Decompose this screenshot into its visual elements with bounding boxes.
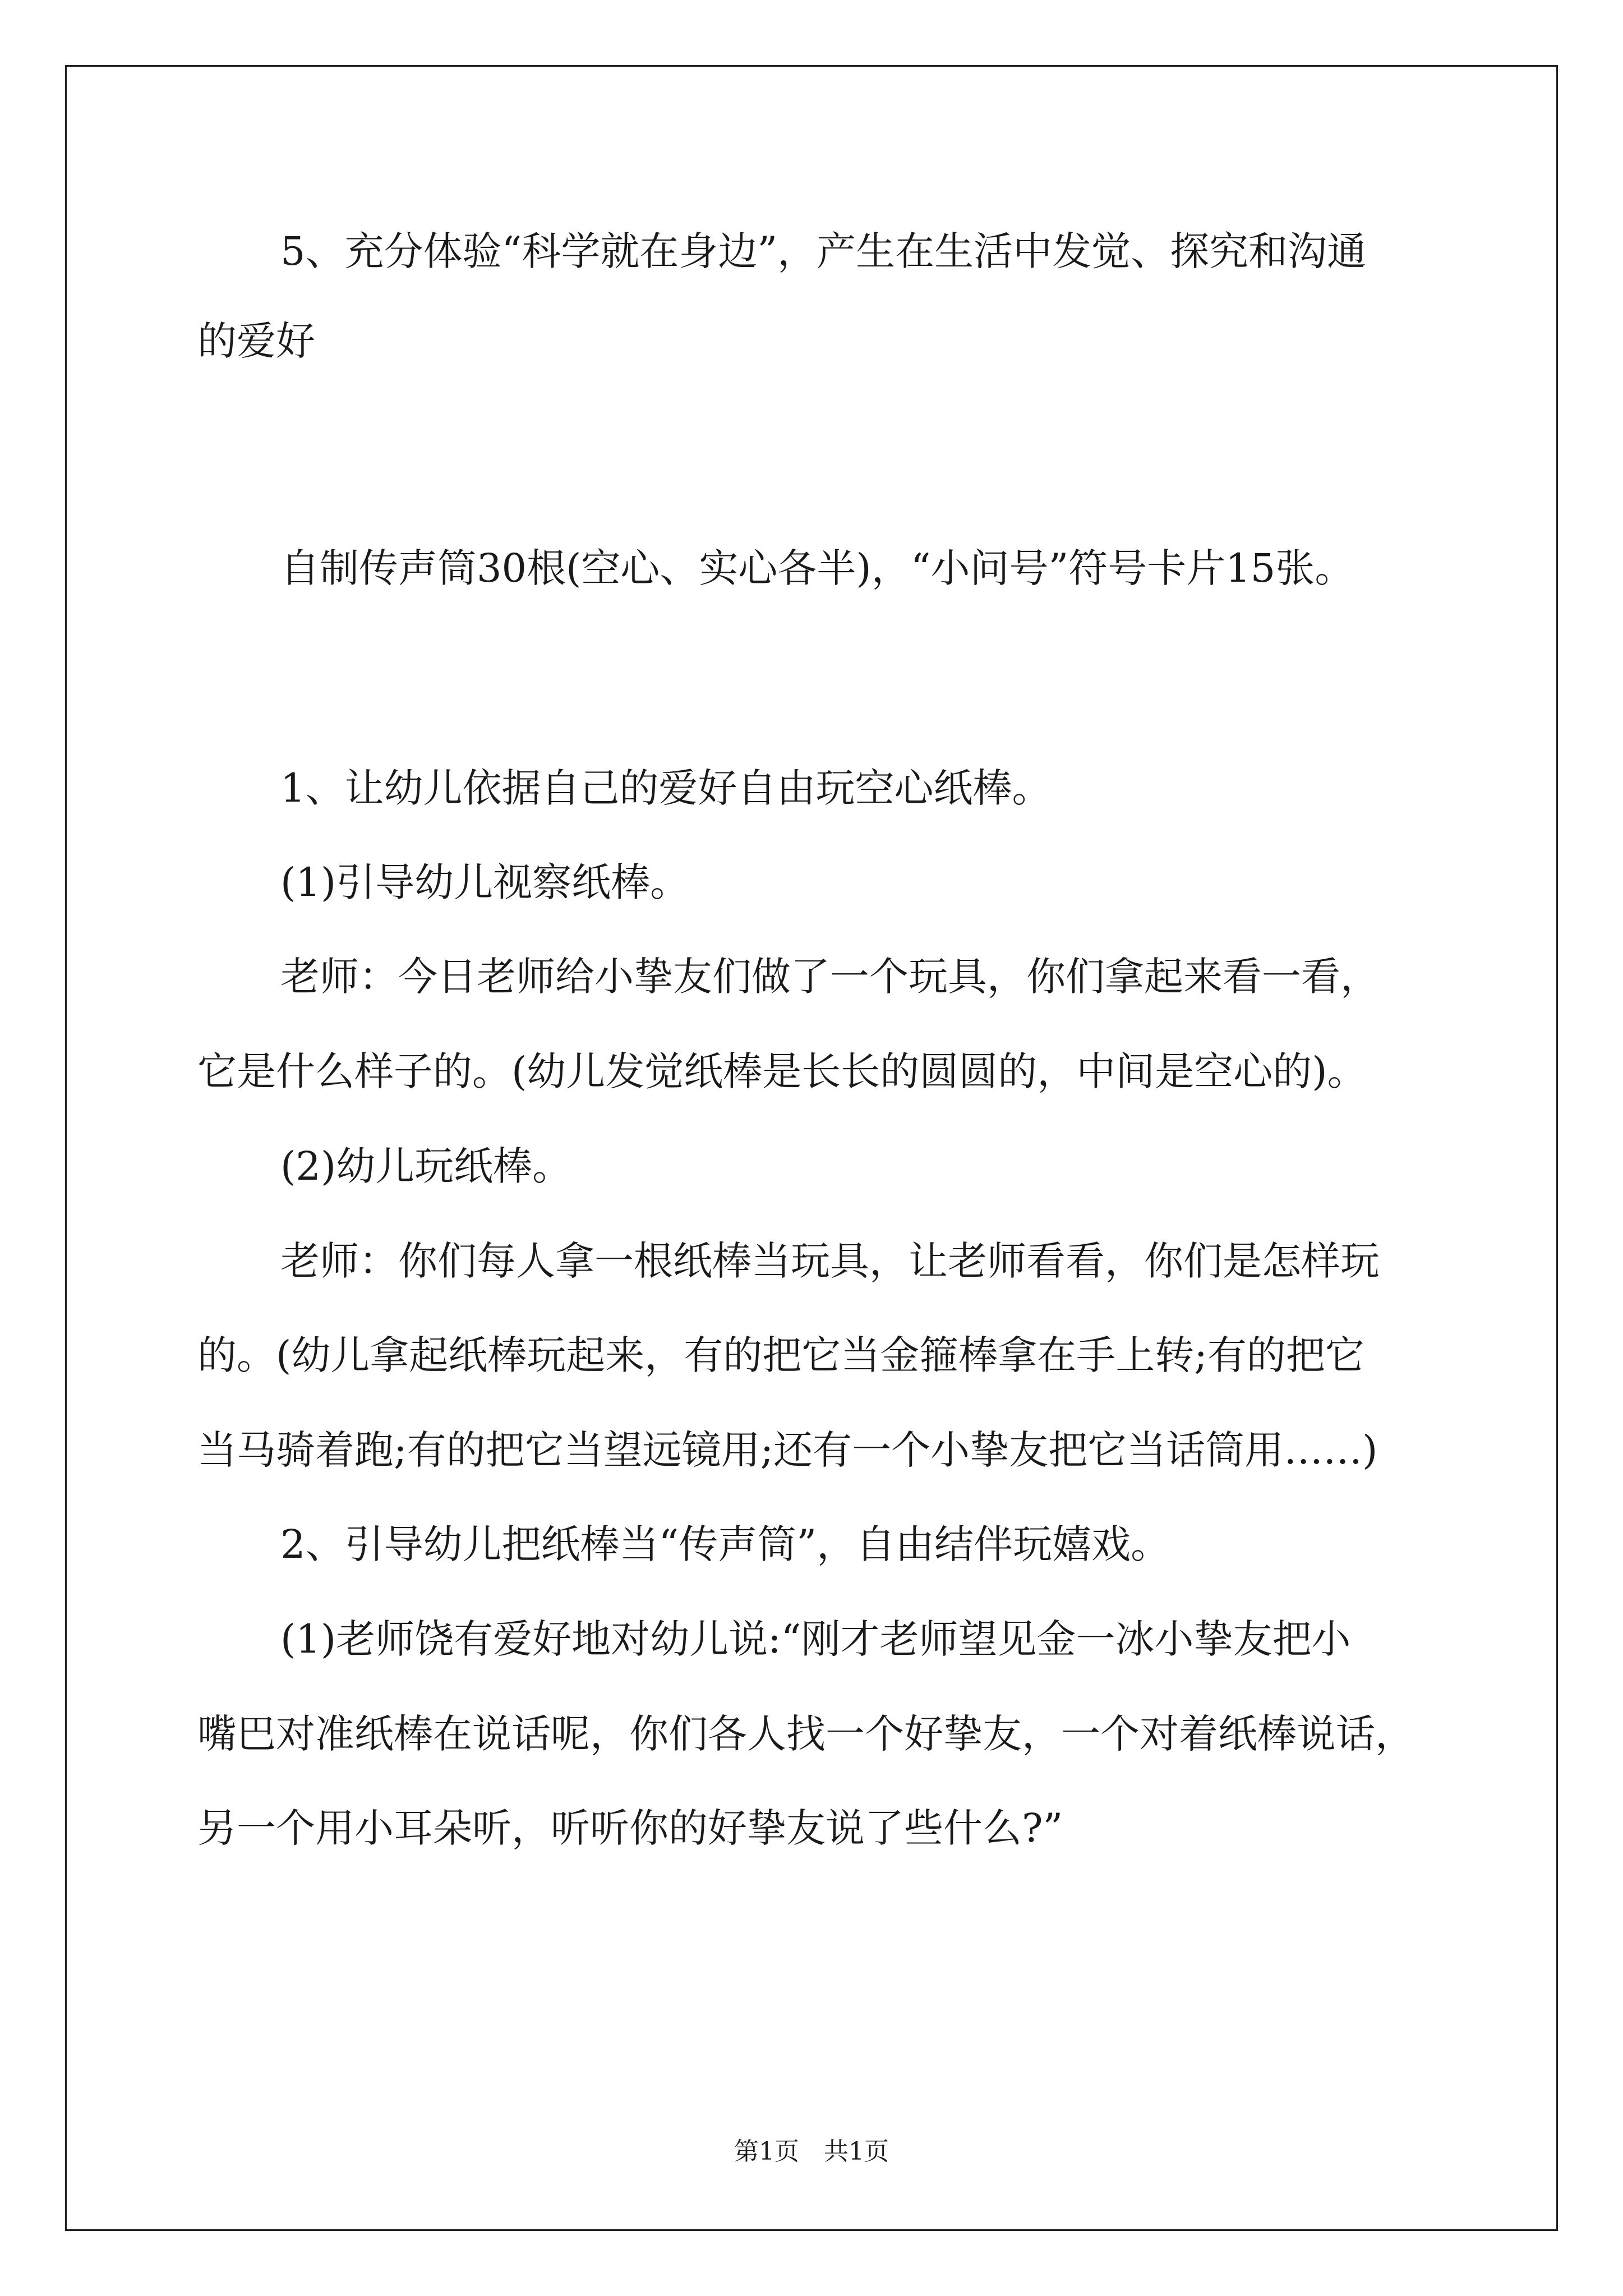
text-line-4: 1、让幼儿依据自己的爱好自由玩空心纸棒。 [280, 765, 1052, 811]
text-line-2: 的爱好 [197, 318, 315, 364]
text-line-7: 它是什么样子的。(幼儿发觉纸棒是长长的圆圆的，中间是空心的)。 [197, 1048, 1367, 1094]
text-line-1: 5、充分体验“科学就在身边”，产生在生活中发觉、探究和沟通 [280, 228, 1367, 274]
text-line-12: 2、引导幼儿把纸棒当“传声筒”，自由结伴玩嬉戏。 [280, 1521, 1170, 1567]
text-line-14: 嘴巴对准纸棒在说话呢，你们各人找一个好挚友，一个对着纸棒说话， [197, 1711, 1414, 1757]
text-line-9: 老师：你们每人拿一根纸棒当玩具，让老师看看，你们是怎样玩 [280, 1238, 1380, 1284]
text-line-11: 当马骑着跑;有的把它当望远镜用;还有一个小挚友把它当话筒用……) [197, 1427, 1378, 1473]
text-line-3: 自制传声筒30根(空心、实心各半)，“小问号”符号卡片15张。 [280, 545, 1354, 591]
text-line-5: (1)引导幼儿视察纸棒。 [280, 859, 690, 905]
text-line-6: 老师：今日老师给小挚友们做了一个玩具，你们拿起来看一看， [280, 954, 1380, 1000]
text-line-13: (1)老师饶有爱好地对幼儿说:“刚才老师望见金一冰小挚友把小 [280, 1616, 1351, 1662]
text-line-8: (2)幼儿玩纸棒。 [280, 1143, 572, 1189]
text-line-10: 的。(幼儿拿起纸棒玩起来，有的把它当金箍棒拿在手上转;有的把它 [197, 1332, 1364, 1378]
text-line-15: 另一个用小耳朵听，听听你的好挚友说了些什么?” [197, 1805, 1063, 1851]
page-footer: 第1页 共1页 [734, 2137, 889, 2166]
